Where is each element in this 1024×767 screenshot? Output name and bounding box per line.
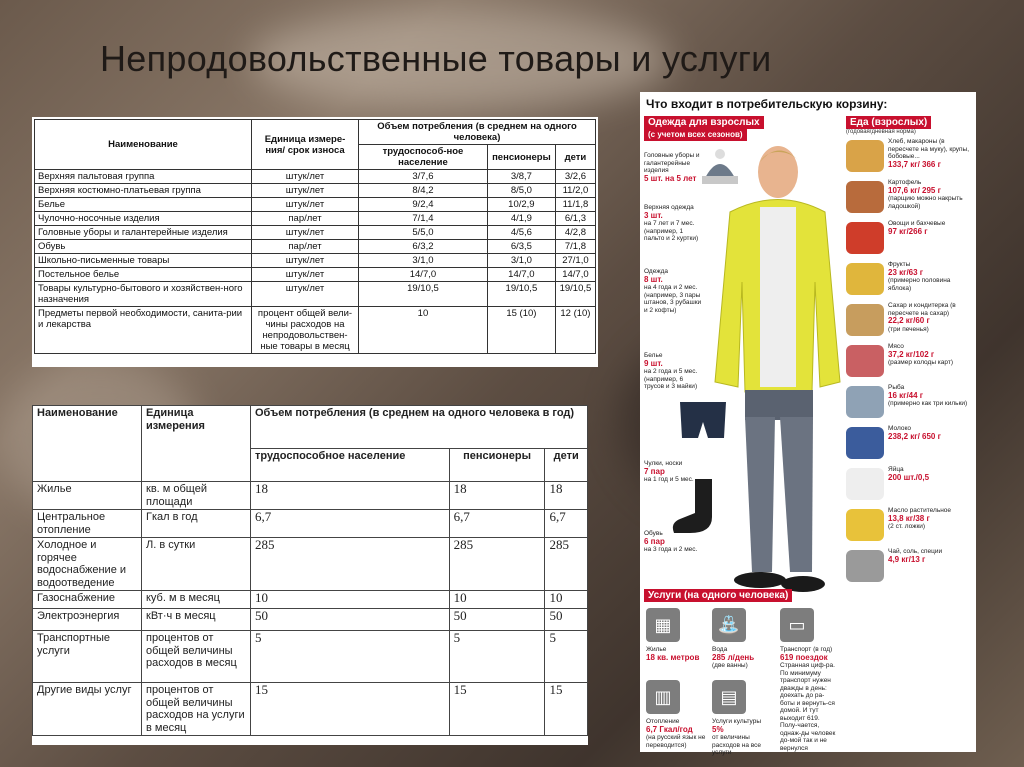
- cell-name: Транспортные услуги: [33, 631, 142, 683]
- food-label: Масло растительное: [888, 507, 952, 514]
- header-kids: дети: [545, 449, 588, 482]
- food-label: Фрукты: [888, 261, 911, 268]
- service-value: 285 л/день: [712, 652, 755, 662]
- slide-title: Непродовольственные товары и услуги: [100, 38, 772, 79]
- food-value: 37,2 кг/102 г: [888, 349, 935, 359]
- hat-icon: [700, 148, 740, 188]
- service-label: Услуги культуры: [712, 718, 762, 725]
- cell-value-kids: 4/2,8: [555, 226, 595, 240]
- clothing-item: [644, 460, 704, 484]
- header-unit: Единица измере-ния/ срок износа: [252, 120, 359, 170]
- food-item: [846, 343, 974, 383]
- food-item: [846, 384, 974, 424]
- food-value: 22,2 кг/60 г: [888, 316, 930, 325]
- header-kids: дети: [555, 145, 595, 170]
- cell-value-kids: 12 (10): [555, 307, 595, 354]
- cell-value-kids: 3/2,6: [555, 170, 595, 184]
- food-value: 4,9 кг/13 г: [888, 554, 926, 564]
- food-text: [888, 261, 974, 292]
- cell-name: Чулочно-носочные изделия: [35, 212, 252, 226]
- table-row: [33, 609, 588, 631]
- service-icon: ⛲: [712, 608, 746, 642]
- cell-value-pens: 14/7,0: [487, 268, 555, 282]
- underwear-icon: [678, 400, 728, 440]
- cell-name: Центральное отопление: [33, 510, 142, 538]
- cell-value-pens: 5: [449, 631, 545, 683]
- clothing-value: 5 шт. на 5 лет: [644, 173, 697, 183]
- cell-value-work: 3/7,6: [359, 170, 488, 184]
- service-extra: (на русский язык не переводится): [646, 734, 706, 749]
- food-value: 23 кг/63 г: [888, 267, 924, 277]
- food-item: [846, 507, 974, 547]
- cell-unit: штук/лет: [252, 170, 359, 184]
- food-value: 13,8 кг/38 г: [888, 513, 930, 523]
- food-icon: [846, 345, 884, 377]
- clothing-label: Верхняя одежда: [644, 204, 694, 211]
- sock-icon: [670, 477, 720, 537]
- header-name: Наименование: [35, 120, 252, 170]
- cell-name: Верхняя пальтовая группа: [35, 170, 252, 184]
- infographic-title: Что входит в потребительскую корзину:: [646, 97, 888, 111]
- clothing-table: [32, 117, 598, 367]
- clothing-item: [644, 352, 704, 391]
- food-text: [888, 220, 945, 236]
- food-text: [888, 384, 967, 408]
- food-header: Еда (взрослых): [846, 116, 931, 129]
- cell-value-pens: 4/1,9: [487, 212, 555, 226]
- clothing-extra: на 2 года и 5 мес. (например, 6 трусов и 3 майки): [644, 368, 698, 390]
- food-item: [846, 302, 974, 342]
- cell-value-pens: 15 (10): [487, 307, 555, 354]
- food-label: Рыба: [888, 384, 905, 391]
- cell-unit: кВт·ч в месяц: [142, 609, 251, 631]
- cell-value-work: 14/7,0: [359, 268, 488, 282]
- food-extra: (размер колоды карт): [888, 359, 954, 366]
- cell-name: Белье: [35, 198, 252, 212]
- cell-unit: Л. в сутки: [142, 538, 251, 591]
- food-value: 133,7 кг/ 366 г: [888, 159, 941, 169]
- service-extra: Странная циф-ра. По минимуму транспорт нужен дважды в день: доехать до ра-боты и вернуть-ся домой. И тут выходит 619. Полу-чается, однаж-ды человек до-мой так и не вернулся: [780, 662, 836, 752]
- cell-value-work: 18: [251, 482, 450, 510]
- cell-value-work: 5: [251, 631, 450, 683]
- cell-name: Предметы первой необходимости, санита-рии и лекарства: [35, 307, 252, 354]
- cell-value-kids: 50: [545, 609, 588, 631]
- service-value: 5%: [712, 724, 724, 734]
- clothing-value: 3 шт.: [644, 210, 663, 220]
- food-extra: (2 ст. ложки): [888, 523, 926, 530]
- cell-unit: кв. м общей площади: [142, 482, 251, 510]
- clothing-extra: на 7 лет и 7 мес. (например, 1 пальто и 2 куртки): [644, 220, 699, 242]
- food-icon: [846, 386, 884, 418]
- clothing-label: Одежда: [644, 268, 669, 275]
- food-label: Сахар и кондитерка (в пересчете на сахар): [888, 302, 956, 317]
- cell-value-work: 10: [359, 307, 488, 354]
- food-item: [846, 548, 974, 588]
- clothing-value: 6 пар: [644, 536, 665, 546]
- table-row: [35, 254, 596, 268]
- cell-unit: Гкал в год: [142, 510, 251, 538]
- cell-value-kids: 15: [545, 683, 588, 736]
- clothing-item: [644, 204, 704, 243]
- header-work: трудоспособ-ное население: [359, 145, 488, 170]
- cell-unit: пар/лет: [252, 240, 359, 254]
- cell-value-pens: 18: [449, 482, 545, 510]
- clothing-item: [644, 268, 704, 314]
- food-label: Мясо: [888, 343, 904, 350]
- food-label: Молоко: [888, 425, 911, 432]
- cell-value-pens: 8/5,0: [487, 184, 555, 198]
- table-row: [33, 631, 588, 683]
- food-label: Хлеб, макароны (в пересчете на муку), крупы, бобовые...: [888, 138, 970, 160]
- table-row: [35, 212, 596, 226]
- table-row: [35, 226, 596, 240]
- cell-name: Жилье: [33, 482, 142, 510]
- food-value: 16 кг/44 г: [888, 390, 924, 400]
- cell-value-pens: 285: [449, 538, 545, 591]
- cell-value-pens: 15: [449, 683, 545, 736]
- cell-value-pens: 3/8,7: [487, 170, 555, 184]
- clothing-item: [644, 530, 704, 554]
- service-item: [646, 646, 710, 662]
- food-item: [846, 220, 974, 260]
- service-extra: от величины расходов на все услуги: [712, 734, 762, 756]
- table-row: [33, 482, 588, 510]
- cell-name: Товары культурно-бытового и хозяйствен-ного назначения: [35, 282, 252, 307]
- cell-value-work: 50: [251, 609, 450, 631]
- cell-value-pens: 19/10,5: [487, 282, 555, 307]
- cell-value-kids: 14/7,0: [555, 268, 595, 282]
- cell-unit: процентов от общей величины расходов на услуги в месяц: [142, 683, 251, 736]
- cell-value-kids: 285: [545, 538, 588, 591]
- service-item: [780, 646, 836, 752]
- service-label: Жилье: [646, 646, 667, 653]
- cell-name: Верхняя костюмно-платьевая группа: [35, 184, 252, 198]
- consumer-basket-infographic: [640, 92, 976, 756]
- clothing-label: Головные уборы и галантерейные изделия: [644, 152, 700, 174]
- service-item: [646, 718, 710, 749]
- cell-value-pens: 3/1,0: [487, 254, 555, 268]
- cell-value-kids: 18: [545, 482, 588, 510]
- food-icon: [846, 550, 884, 582]
- header-unit: Единица измерения: [142, 406, 251, 482]
- table-row: [33, 683, 588, 736]
- cell-value-kids: 6,7: [545, 510, 588, 538]
- cell-unit: штук/лет: [252, 226, 359, 240]
- clothing-label: Чулки, носки: [644, 460, 683, 467]
- cell-value-kids: 11/2,0: [555, 184, 595, 198]
- service-label: Транспорт (в год): [780, 646, 833, 653]
- person-illustration: [700, 132, 850, 602]
- food-extra: (примерно как три кильки): [888, 400, 968, 407]
- clothes-subheader: (с учетом всех сезонов): [644, 128, 747, 141]
- services-table: [32, 405, 588, 745]
- service-value: 6,7 Гкал/год: [646, 724, 693, 734]
- service-item: [712, 646, 776, 670]
- table-row: [35, 282, 596, 307]
- cell-value-kids: 6/1,3: [555, 212, 595, 226]
- cell-value-pens: 10/2,9: [487, 198, 555, 212]
- cell-unit: пар/лет: [252, 212, 359, 226]
- food-label: Овощи и бахчевые: [888, 220, 946, 227]
- header-work: трудоспособное население: [251, 449, 450, 482]
- cell-name: Головные уборы и галантерейные изделия: [35, 226, 252, 240]
- cell-value-pens: 6,7: [449, 510, 545, 538]
- food-text: [888, 138, 974, 169]
- cell-name: Обувь: [35, 240, 252, 254]
- service-label: Вода: [712, 646, 728, 653]
- cell-unit: штук/лет: [252, 198, 359, 212]
- cell-name: Другие виды услуг: [33, 683, 142, 736]
- food-label: Картофель: [888, 179, 922, 186]
- cell-value-kids: 7/1,8: [555, 240, 595, 254]
- food-text: [888, 548, 942, 564]
- cell-name: Электроэнергия: [33, 609, 142, 631]
- food-item: [846, 179, 974, 219]
- cell-value-work: 15: [251, 683, 450, 736]
- clothing-value: 8 шт.: [644, 274, 663, 284]
- service-icon: ▥: [646, 680, 680, 714]
- food-icon: [846, 181, 884, 213]
- food-icon: [846, 509, 884, 541]
- table-row: [33, 510, 588, 538]
- clothing-label: Обувь: [644, 530, 663, 537]
- food-icon: [846, 263, 884, 295]
- cell-unit: штук/лет: [252, 254, 359, 268]
- food-text: [888, 302, 974, 333]
- food-item: [846, 261, 974, 301]
- food-item: [846, 466, 974, 506]
- food-value: 97 кг/266 г: [888, 226, 928, 236]
- food-value: 107,6 кг/ 295 г: [888, 185, 941, 195]
- table-row: [35, 184, 596, 198]
- service-icon: ▤: [712, 680, 746, 714]
- cell-value-work: 7/1,4: [359, 212, 488, 226]
- food-label: Яйца: [888, 466, 904, 473]
- food-text: [888, 466, 929, 482]
- cell-value-kids: 10: [545, 591, 588, 609]
- table-row: [35, 198, 596, 212]
- clothing-value: 7 пар: [644, 466, 665, 476]
- cell-value-kids: 5: [545, 631, 588, 683]
- cell-unit: процент общей вели-чины расходов на непродовольствен-ные товары в месяц: [252, 307, 359, 354]
- table-row: [33, 538, 588, 591]
- food-text: [888, 425, 941, 441]
- food-extra: (три печенья): [888, 325, 929, 333]
- cell-value-kids: 19/10,5: [555, 282, 595, 307]
- food-icon: [846, 468, 884, 500]
- header-pens: пенсионеры: [449, 449, 545, 482]
- food-text: [888, 343, 953, 367]
- service-value: 18 кв. метров: [646, 652, 700, 662]
- cell-value-work: 6/3,2: [359, 240, 488, 254]
- services-header: Услуги (на одного человека): [644, 589, 792, 602]
- cell-value-work: 8/4,2: [359, 184, 488, 198]
- cell-value-kids: 27/1,0: [555, 254, 595, 268]
- food-extra: (примерно половина яблока): [888, 277, 951, 292]
- cell-value-pens: 4/5,6: [487, 226, 555, 240]
- cell-name: Холодное и горячее водоснабжение и водоотведение: [33, 538, 142, 591]
- food-icon: [846, 140, 884, 172]
- cell-unit: куб. м в месяц: [142, 591, 251, 609]
- food-value: 200 шт./0,5: [888, 472, 930, 482]
- cell-value-work: 5/5,0: [359, 226, 488, 240]
- table-row: [35, 268, 596, 282]
- clothing-label: Белье: [644, 352, 663, 359]
- food-extra: (парщию можно накрыть ладошкой): [888, 195, 963, 210]
- cell-unit: процентов от общей величины расходов в месяц: [142, 631, 251, 683]
- table-row: [35, 307, 596, 354]
- food-text: [888, 179, 974, 210]
- cell-value-work: 6,7: [251, 510, 450, 538]
- food-item: [846, 138, 974, 178]
- service-extra: (две ванны): [712, 662, 748, 669]
- service-icon: ▦: [646, 608, 680, 642]
- cell-value-work: 19/10,5: [359, 282, 488, 307]
- service-value: 619 поездок: [780, 652, 828, 662]
- service-icon: ▭: [780, 608, 814, 642]
- service-item: [712, 718, 776, 757]
- cell-value-work: 10: [251, 591, 450, 609]
- food-icon: [846, 304, 884, 336]
- cell-value-work: 9/2,4: [359, 198, 488, 212]
- header-name: Наименование: [33, 406, 142, 482]
- food-icon: [846, 222, 884, 254]
- cell-value-pens: 10: [449, 591, 545, 609]
- food-value: 238,2 кг/ 650 г: [888, 431, 941, 441]
- food-icon: [846, 427, 884, 459]
- cell-value-pens: 50: [449, 609, 545, 631]
- food-label: Чай, соль, специи: [888, 548, 943, 555]
- table-row: [35, 170, 596, 184]
- food-item: [846, 425, 974, 465]
- cell-value-pens: 6/3,5: [487, 240, 555, 254]
- clothes-header-label: Одежда для взрослых: [648, 117, 760, 128]
- clothing-extra: на 1 год и 5 мес.: [644, 476, 694, 483]
- cell-unit: штук/лет: [252, 282, 359, 307]
- cell-unit: штук/лет: [252, 268, 359, 282]
- header-volume: Объем потребления (в среднем на одного человека в год): [251, 406, 588, 449]
- cell-name: Школьно-письменные товары: [35, 254, 252, 268]
- cell-name: Газоснабжение: [33, 591, 142, 609]
- clothing-item: [644, 152, 704, 183]
- table-row: [33, 591, 588, 609]
- food-text: [888, 507, 951, 531]
- clothing-extra: на 3 года и 2 мес.: [644, 546, 698, 553]
- cell-value-work: 3/1,0: [359, 254, 488, 268]
- cell-unit: штук/лет: [252, 184, 359, 198]
- cell-value-kids: 11/1,8: [555, 198, 595, 212]
- cell-value-work: 285: [251, 538, 450, 591]
- clothing-value: 9 шт.: [644, 358, 663, 368]
- food-subheader: (годовая/дневная норма): [846, 129, 916, 135]
- table-row: [35, 240, 596, 254]
- service-label: Отопление: [646, 718, 680, 725]
- cell-name: Постельное белье: [35, 268, 252, 282]
- header-volume: Объем потребления (в среднем на одного человека): [359, 120, 596, 145]
- header-pens: пенсионеры: [487, 145, 555, 170]
- clothing-extra: на 4 года и 2 мес. (например, 3 пары штанов, 3 рубашки и 2 кофты): [644, 284, 702, 314]
